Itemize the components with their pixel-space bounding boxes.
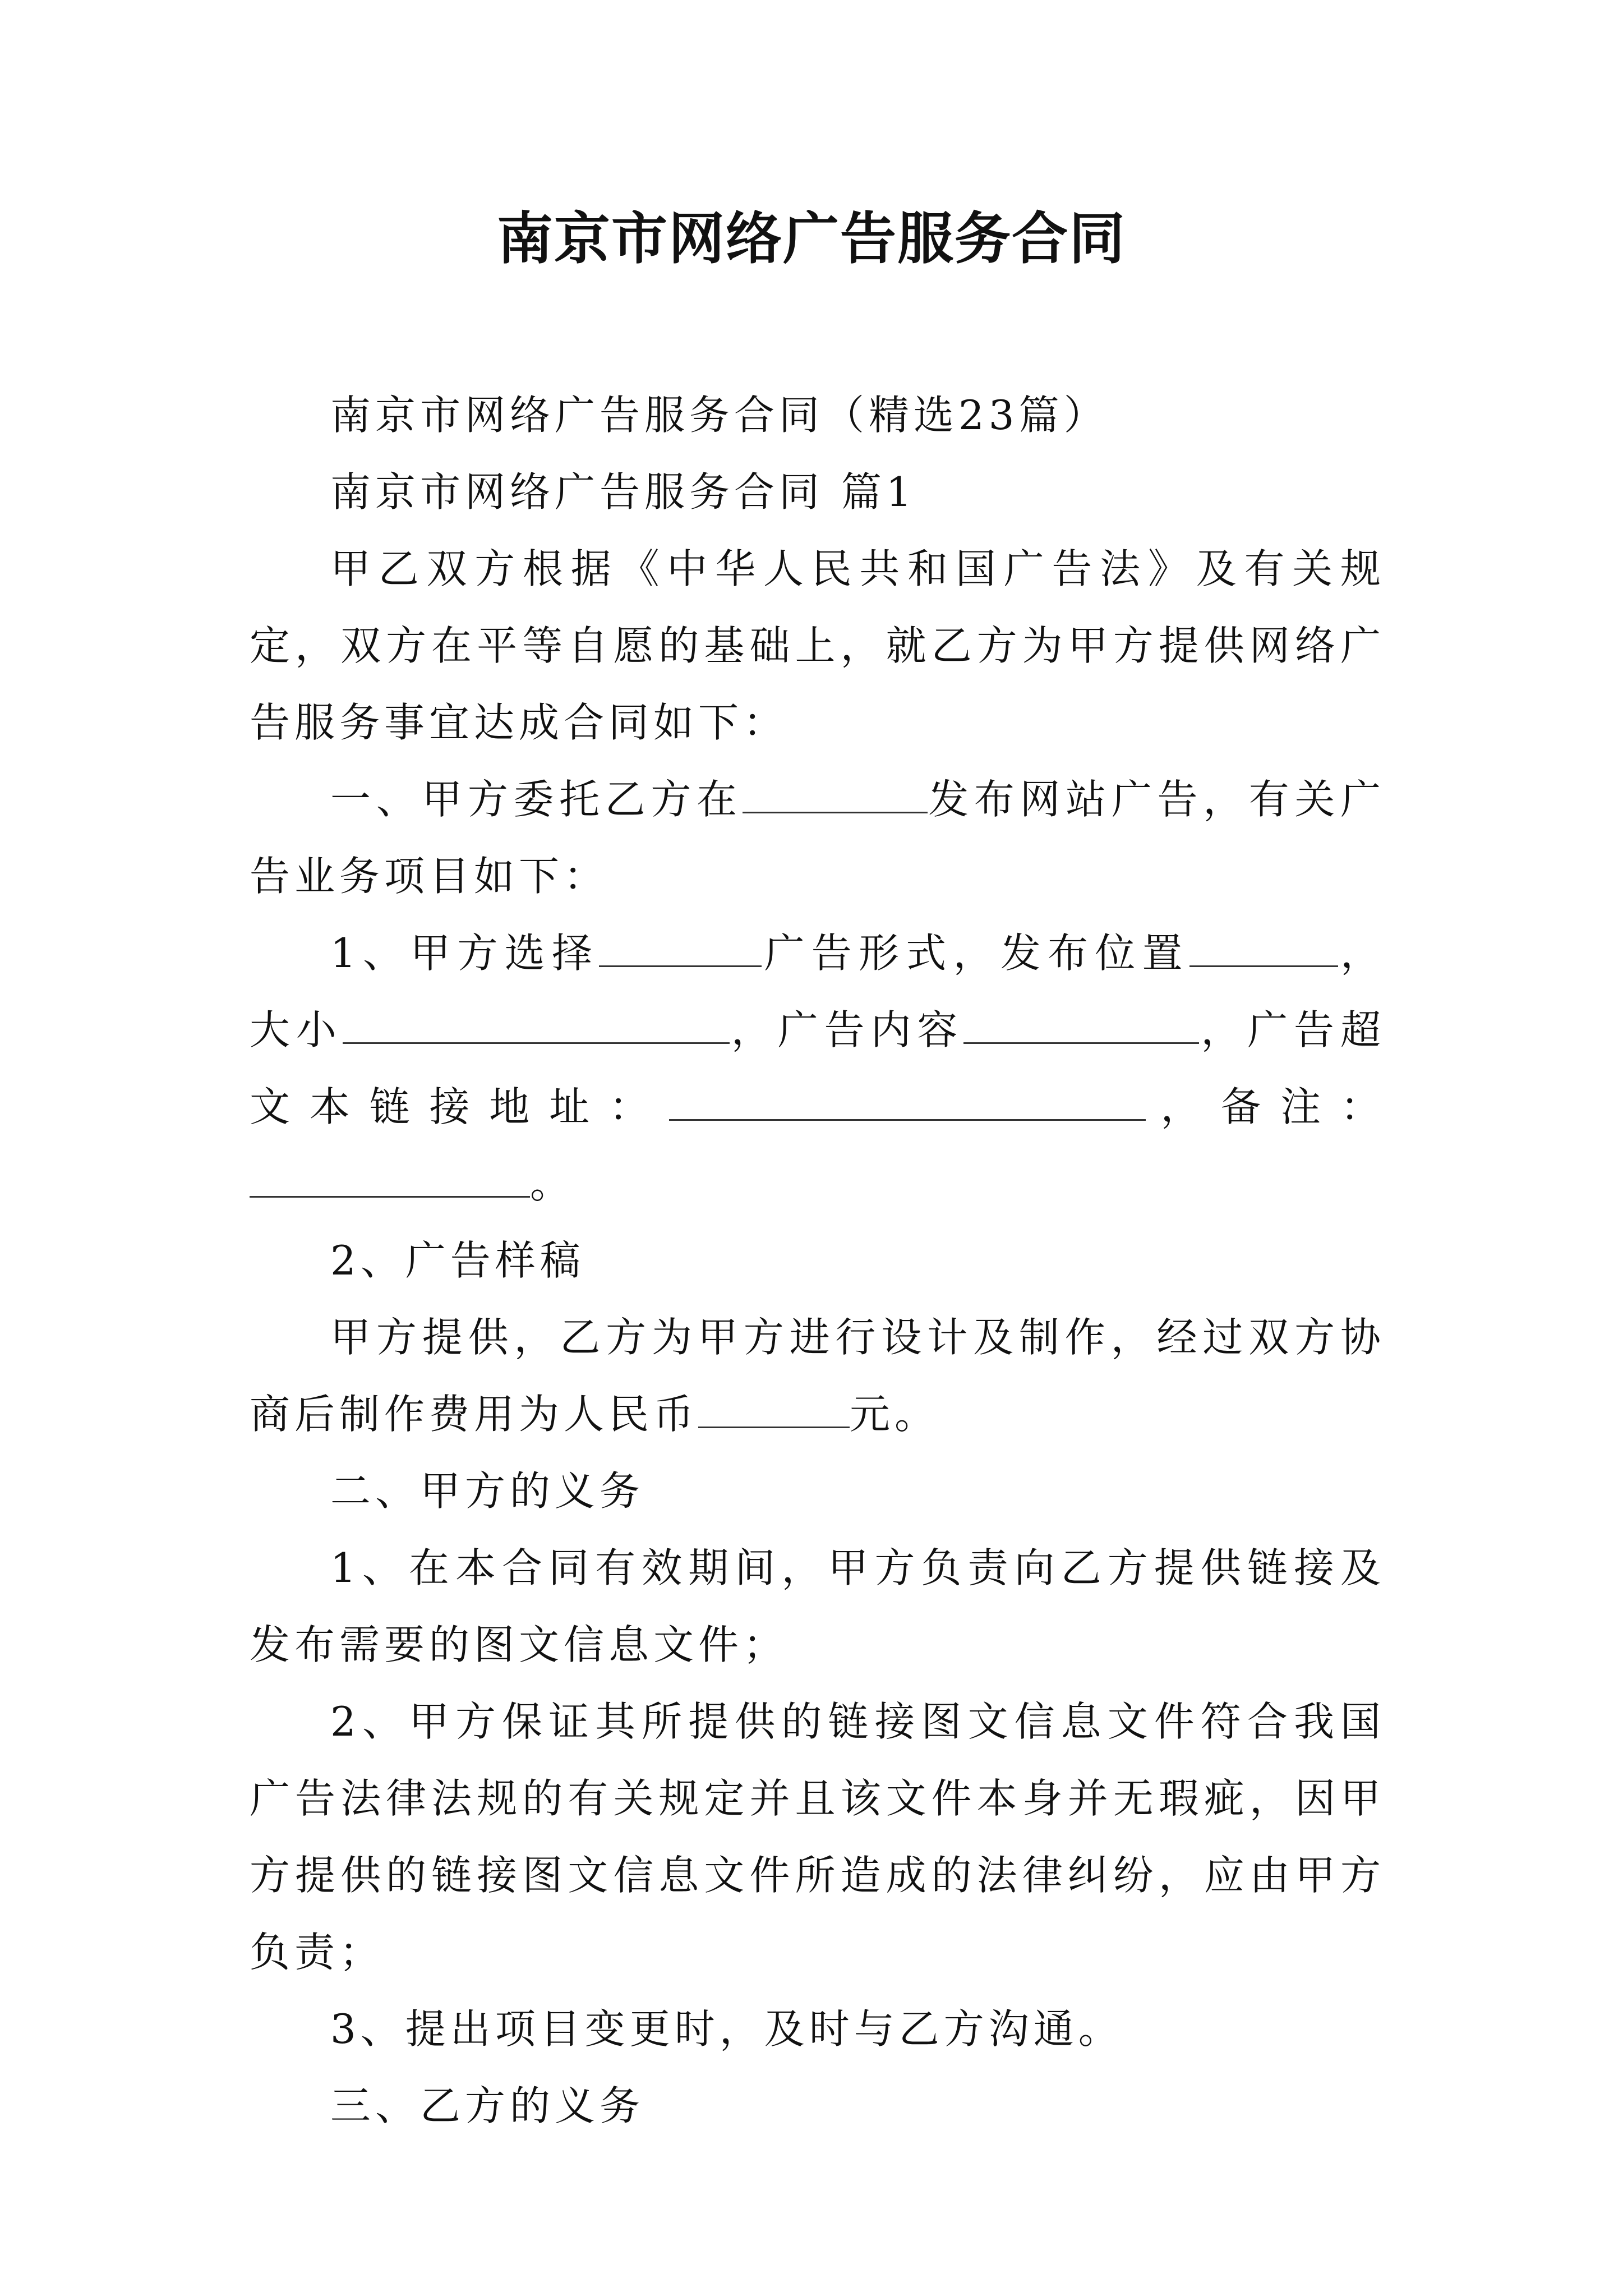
blank-line: [669, 1079, 1146, 1121]
item-1-text-d: ，广告内容: [729, 1006, 964, 1053]
blank-line: [963, 1002, 1199, 1044]
item-1-text-f: ，备注：: [1145, 1083, 1385, 1130]
clause-1-item-2-heading: 2、广告样稿: [330, 1237, 585, 1284]
document-body: [250, 377, 1385, 2145]
item-1-text-c: ，大小: [250, 930, 1385, 1053]
clause-1-text-a: 一、甲方委托乙方在: [330, 776, 743, 823]
clause-3-heading: 三、乙方的义务: [330, 2082, 645, 2129]
clause-1: [250, 761, 1385, 915]
blank-line: [343, 1002, 730, 1044]
blank-line: [743, 771, 928, 813]
item-1-text-a: 1、甲方选择: [330, 930, 600, 977]
section-heading: 南京市网络广告服务合同 篇1: [330, 468, 916, 516]
blank-line: [1189, 925, 1338, 967]
item-1-text-g: 。: [530, 1160, 575, 1207]
item-1-text-e: ，广告超文本链接地址：: [250, 1006, 1385, 1130]
intro-paragraph: 甲乙双方根据《中华人民共和国广告法》及有关规定，双方在平等自愿的基础上，就乙方为甲方提供网络广告服务事宜达成合同如下：: [250, 545, 1385, 746]
blank-line: [698, 1386, 850, 1428]
clause-2-item-1: 1、在本合同有效期间，甲方负责向乙方提供链接及发布需要的图文信息文件；: [250, 1544, 1385, 1668]
item-2-text-a: 甲方提供，乙方为甲方进行设计及制作，经过双方协商后制作费用为人民币: [250, 1314, 1385, 1438]
item-2-text-b: 元。: [850, 1391, 940, 1438]
clause-2-item-3: 3、提出项目变更时，及时与乙方沟通。: [330, 2005, 1123, 2053]
document-title: 南京市网络广告服务合同: [497, 205, 1126, 272]
blank-line: [250, 1156, 530, 1198]
clause-1-text-b: 发布网站广告，有关广告业务项目如下：: [250, 776, 1385, 900]
clause-1-item-2-text: [250, 1299, 1385, 1453]
document-subtitle: 南京市网络广告服务合同（精选23篇）: [330, 392, 1109, 439]
blank-line: [599, 925, 762, 967]
clause-1-item-1: [250, 915, 1385, 1222]
clause-2-heading: 二、甲方的义务: [330, 1467, 645, 1515]
item-1-text-b: 广告形式，发布位置: [762, 930, 1189, 977]
clause-2-item-2: 2、甲方保证其所提供的链接图文信息文件符合我国广告法律法规的有关规定并且该文件本身并无瑕疵，因甲方提供的链接图文信息文件所造成的法律纠纷，应由甲方负责；: [250, 1698, 1385, 1976]
